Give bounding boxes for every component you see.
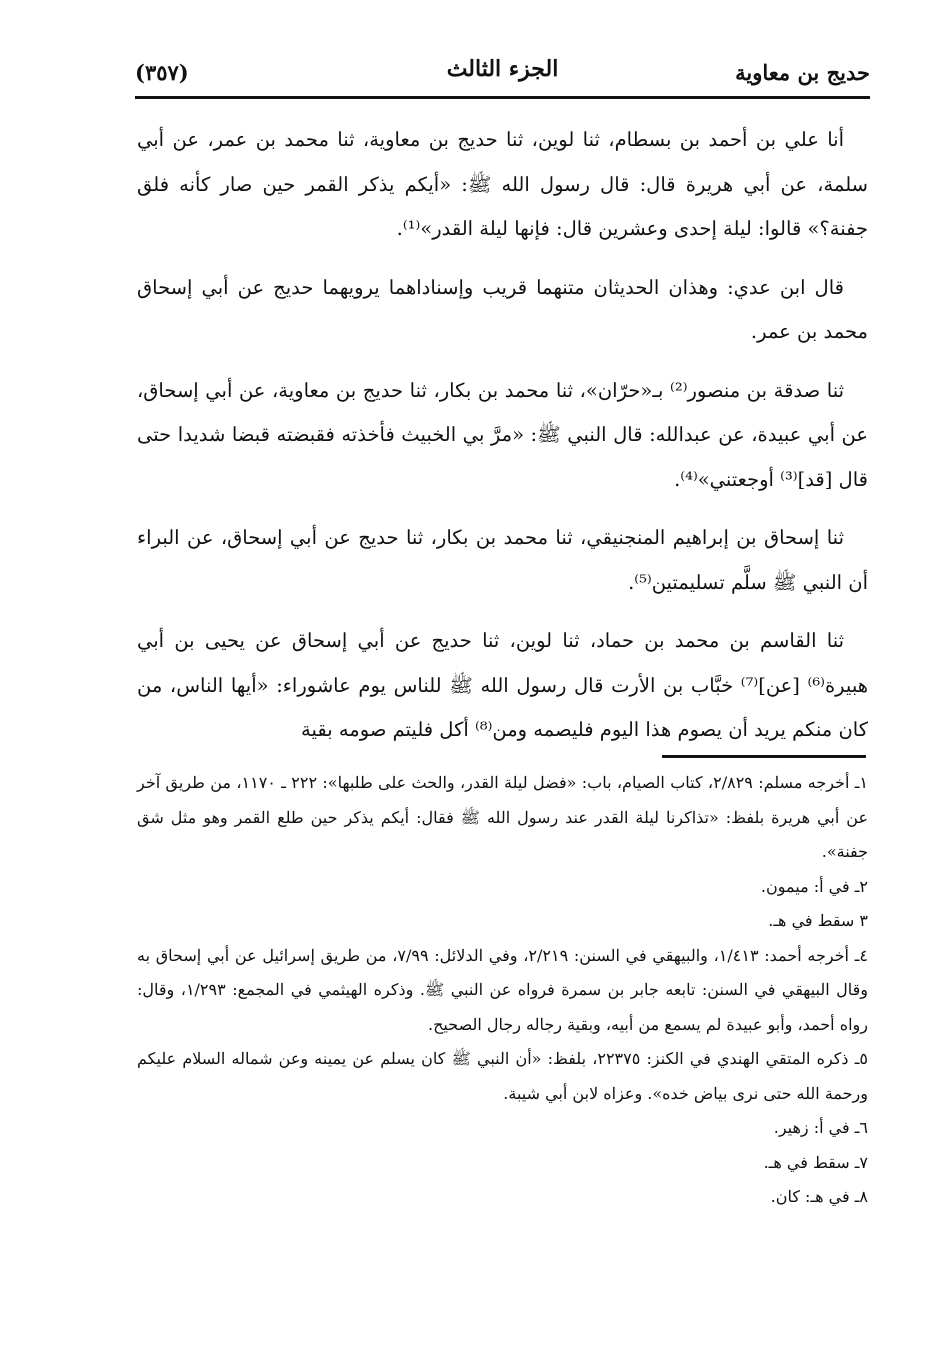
header-rule [135,96,870,99]
footnote-2: ٢ـ في أ: ميمون. [760,876,868,896]
footnote-8: ٨ـ في هـ: كان. [770,1187,868,1206]
footnote-3: ٣ سقط في هـ. [768,911,868,930]
footnote-separator [662,755,866,758]
footnote-6: ٦ـ في أ: زهير. [773,1118,868,1137]
footnote-4: ٤ـ أخرجه أحمد: ١/٤١٣، والبيهقي في السنن: ٢/٢١٩، وفي الدلائل: ٧/٩٩، من طريق إسرائيل عن أبي إسحاق به وقال البيهقي في السنن: تابعه جابر بن سمرة فرواه عن النبي ﷺ. وذكره الهيثمي في المجمع: ١/٢٩٣، وقال: رواه أحمد، وأبو عبيدة لم يسمع من أبيه، وبقية رجاله رجال الصحيح. [137,945,869,1034]
hadith-paragraph-3: ثنا إسحاق بن إبراهيم المنجنيقي، ثنا محمد بن بكار، ثنا حديج عن أبي إسحاق، عن البراء أن النبي ﷺ سلَّم تسليمتين⁽⁵⁾. [137,526,868,594]
main-text [137,118,868,767]
footnote-1: ١ـ أخرجه مسلم: ٢/٨٢٩، كتاب الصيام، باب: «فضل ليلة القدر، والحث على طلبها»: ٢٢٢ ـ ١١٧٠، من طريق آخر عن أبي هريرة بلفظ: «تذاكرنا ليلة القدر عند رسول الله ﷺ فقال: أيكم يذكر حين طلع القمر وهو مثل شق جفنة». [137,773,869,861]
hadith-paragraph-2: ثنا صدقة بن منصور⁽²⁾ بـ«حرّان»، ثنا محمد بن بكار، ثنا حديج بن معاوية، عن أبي إسحاق، عن أبي عبيدة، عن عبدالله: قال النبي ﷺ: «مرَّ بي الخبيث فأخذته فقبضته قبضا شديدا حتى قال [قد]⁽³⁾ أوجعتني»⁽⁴⁾. [137,378,868,491]
footnote-7: ٧ـ سقط في هـ. [763,1152,868,1172]
page-header [135,52,870,96]
page-number: (٣٥٧) [135,60,189,85]
commentary-paragraph: قال ابن عدي: وهذان الحديثان متنهما قريب وإسناداهما يرويهما حديج عن أبي إسحاق محمد بن عمر. [137,275,868,343]
footnotes [137,766,868,1215]
running-head-part: الجزء الثالث [446,56,559,82]
hadith-paragraph-1: أنا علي بن أحمد بن بسطام، ثنا لوين، ثنا حديج بن معاوية، ثنا محمد بن عمر، عن أبي سلمة، عن أبي هريرة قال: قال رسول الله ﷺ: «أيكم يذكر القمر حين صار كأنه فلق جفنة؟» قالوا: ليلة إحدى وعشرين قال: فإنها ليلة القدر»⁽¹⁾. [137,128,868,240]
running-head-chapter: حديج بن معاوية [735,60,870,85]
footnote-5: ٥ـ ذكره المتقي الهندي في الكنز: ٢٢٣٧٥، بلفظ: «أن النبي ﷺ كان يسلم عن يمينه وعن شماله السلام عليكم ورحمة الله حتى نرى بياض خده». وعزاه لابن أبي شيبة. [137,1049,868,1103]
hadith-paragraph-4: ثنا القاسم بن محمد بن حماد، ثنا لوين، ثنا حديج عن أبي إسحاق عن يحيى بن أبي هبيرة⁽⁶⁾ [عن]⁽⁷⁾ خبَّاب بن الأرت قال رسول الله ﷺ للناس يوم عاشوراء: «أيها الناس، من كان منكم يريد أن يصوم هذا اليوم فليصمه ومن⁽⁸⁾ أكل فليتم صومه بقية [137,629,868,741]
